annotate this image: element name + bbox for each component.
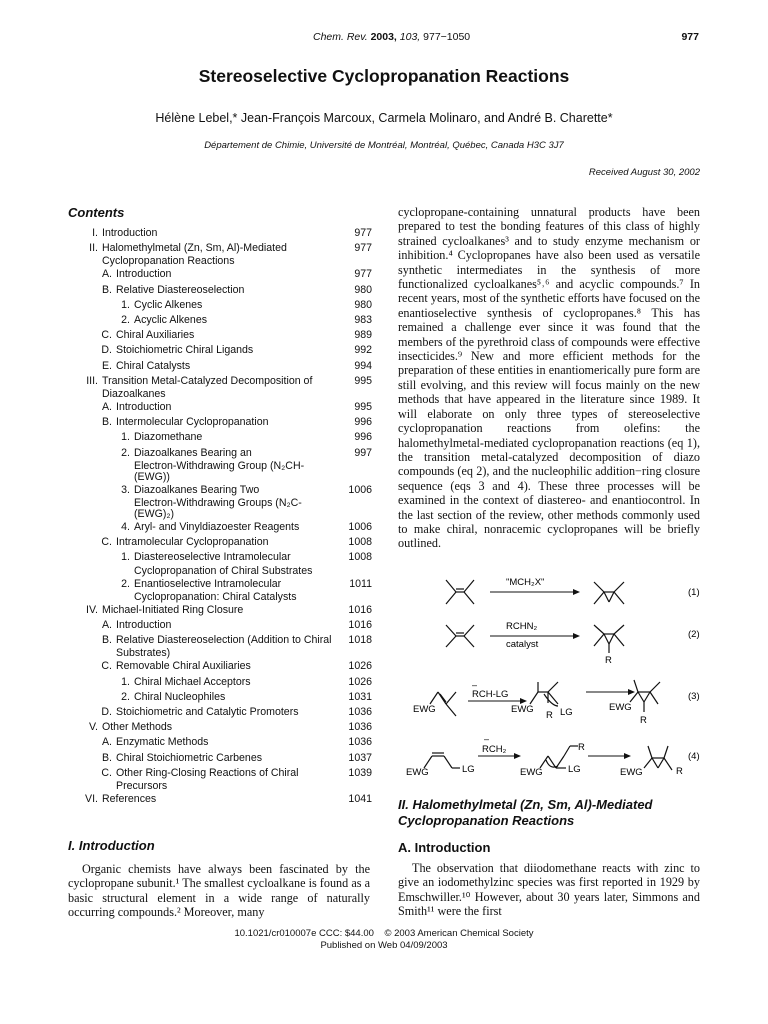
toc-item-text: Transition Metal-Catalyzed Decomposition of: [102, 374, 313, 387]
toc-item: [68, 374, 372, 400]
toc-item-page: 1026: [348, 660, 372, 673]
toc-item-label: [68, 520, 299, 535]
toc-item-text: Halomethylmetal (Zn, Sm, Al)-Mediated: [102, 242, 287, 255]
toc-item-text-continued: (EWG)₂): [134, 508, 175, 521]
eq4-ewg-end: EWG: [620, 767, 643, 778]
toc-item-label: [68, 241, 287, 267]
toc-item-text-continued: (EWG)): [134, 470, 170, 483]
cyclopropane-4: [644, 746, 672, 770]
toc-item-text-continued: Cyclopropanation: Chiral Catalysts: [134, 590, 297, 603]
toc-item-number: 4.: [121, 521, 130, 534]
toc-item-number: B.: [101, 751, 112, 764]
journal-year: 2003,: [370, 31, 397, 43]
eq3-r-end: R: [640, 715, 647, 726]
eq4-r-end: R: [676, 766, 683, 777]
toc-item-number: A.: [101, 619, 112, 632]
toc-item-label: [68, 720, 172, 735]
toc-item-page: 1016: [348, 603, 372, 616]
toc-item-number: B.: [101, 634, 112, 647]
toc-item-text: Diazoalkanes Bearing Two: [134, 483, 260, 496]
toc-item-number: C.: [101, 329, 112, 342]
toc-item-text-block: [112, 328, 194, 343]
toc-item-page: 1036: [348, 721, 372, 734]
toc-item-page: 996: [354, 431, 372, 444]
toc-item-text: References: [102, 793, 157, 806]
toc-item-text-block: [130, 313, 207, 328]
toc-item: [68, 446, 372, 483]
alkene-2: [446, 625, 474, 647]
toc-item: [68, 520, 372, 535]
toc-item-number: B.: [101, 283, 112, 296]
toc-item-label: [68, 675, 251, 690]
footer-doi: 10.1021/cr010007e CCC: $44.00 © 2003 American Chemical Society: [234, 928, 534, 939]
toc-item-label: [68, 603, 243, 618]
eq1-label: (1): [688, 587, 700, 598]
toc-item-label: [68, 618, 171, 633]
toc-item: [68, 415, 372, 430]
toc-item-page: 983: [354, 314, 372, 327]
toc-item-text: Chiral Stoichiometric Carbenes: [116, 751, 263, 764]
toc-item-text: Enzymatic Methods: [116, 736, 209, 749]
toc-item-text-block: [112, 735, 208, 750]
toc-item-label: [68, 298, 202, 313]
toc-item: [68, 550, 372, 576]
toc-item-text-block: [112, 705, 299, 720]
toc-item-page: 977: [354, 242, 372, 255]
toc-item-label: [68, 400, 171, 415]
arrowhead-4a: [514, 753, 521, 759]
journal-volume: 103,: [399, 31, 421, 43]
toc-item-text-continued: Electron-Withdrawing Groups (N₂C-: [134, 497, 302, 510]
toc-item: [68, 690, 372, 705]
toc-item-label: [68, 535, 269, 550]
eq4: [406, 734, 700, 778]
toc-item-text: Aryl- and Vinyldiazoester Reagents: [134, 521, 300, 534]
toc-item-text: Stoichiometric Chiral Ligands: [116, 344, 254, 357]
toc-item-label: [68, 415, 269, 430]
toc-item: [68, 359, 372, 374]
table-of-contents: [68, 226, 372, 807]
eq4-label: (4): [688, 751, 700, 762]
intermediate-3: [530, 682, 558, 706]
arrowhead-3b: [628, 689, 635, 695]
eq2: [446, 621, 700, 666]
toc-item-page: 995: [354, 401, 372, 414]
toc-item-page: 997: [354, 446, 372, 459]
toc-item-number: 1.: [121, 298, 130, 311]
toc-item-label: [68, 313, 207, 328]
toc-item: [68, 618, 372, 633]
toc-item: [68, 577, 372, 603]
toc-item-text-block: [130, 577, 297, 603]
cyclopropane-1: [594, 582, 624, 604]
eq2-catalyst: catalyst: [506, 639, 539, 650]
eq3-lg: LG: [560, 707, 573, 718]
toc-item-page: 995: [354, 374, 372, 387]
toc-item-number: 3.: [121, 483, 130, 496]
toc-item: [68, 298, 372, 313]
section-2a-heading: A. Introduction: [398, 840, 491, 855]
affiliation: Département de Chimie, Université de Montréal, Montréal, Québec, Canada H3C 3J7: [204, 140, 564, 151]
toc-item-number: 1.: [121, 551, 130, 564]
eq3-reagent: RCH-LG: [472, 689, 509, 700]
eq1: [446, 577, 700, 604]
toc-item-text: Intermolecular Cyclopropanation: [116, 416, 269, 429]
eq1-reagent: "MCH₂X": [506, 577, 545, 588]
toc-item: [68, 659, 372, 674]
toc-item-text-block: [130, 298, 202, 313]
toc-item: [68, 430, 372, 445]
toc-item-text-block: [130, 675, 251, 690]
toc-item-number: D.: [101, 344, 112, 357]
acceptor-4: [424, 753, 460, 768]
toc-item-text-block: [130, 446, 304, 483]
eq4-ewg-mid: EWG: [520, 767, 543, 778]
toc-item-number: A.: [101, 736, 112, 749]
toc-item-text: Diastereoselective Intramolecular: [134, 551, 291, 564]
toc-item-page: 1011: [349, 577, 372, 590]
toc-item-text: Other Methods: [102, 721, 173, 734]
toc-item-text: Relative Diastereoselection (Addition to Chiral: [116, 634, 332, 647]
toc-item-text: Introduction: [116, 268, 172, 281]
toc-item: [68, 603, 372, 618]
toc-item-text-block: [112, 343, 253, 358]
toc-item-text: Chiral Nucleophiles: [134, 690, 226, 703]
toc-item: [68, 766, 372, 792]
right-paragraph: cyclopropane-containing unnatural products have been prepared to test the bonding features of this class of highly strained cycloalkanes³ and to study enzyme mechanism or inhibition.⁴ Cyclopropanes have also been used as versatile synthetic intermediates in the synthesis of more functionalized cycloalkanes⁵˒⁶ and acyclic compounds.⁷ In recent years, most of the synthetic efforts have focused on the enantioselective synthesis of cyclopropanes.⁸ This has remained a challenge ever since it was found that the members of the pyrethroid class of compounds were effective insecticides.⁹ New and more efficient methods for the preparation of these entities in enantiomerically pure form are still evolving, and this review will focus mainly on the new methods that have appeared in the literature since 1989. It will elaborate on only three types of stereoselective cyclopropanation reactions from olefins: the halomethylmetal-mediated cyclopropanation reactions (eq 1), the transition metal-catalyzed decomposition of diazo compounds (eq 2), and the nucleophilic addition−ring closure sequence (eqs 3 and 4). These three processes will be examined in the context of diastereo- and enantiocontrol. In the last section of the review, other methods commonly used to make chiral, nonracemic cyclopropanes will be briefly outlined.: [398, 205, 700, 551]
toc-item-page: 1041: [348, 793, 372, 806]
toc-item-text: Intramolecular Cyclopropanation: [116, 536, 269, 549]
toc-item-page: 1006: [348, 521, 372, 534]
eq2-r: R: [605, 655, 612, 666]
cyclopropane-2: [594, 625, 624, 653]
toc-item-text-block: [112, 283, 244, 298]
section-2-heading: II. Halomethylmetal (Zn, Sm, Al)-Mediated Cyclopropanation Reactions: [398, 797, 653, 828]
toc-item-number: B.: [101, 416, 112, 429]
toc-item-number: 1.: [121, 431, 130, 444]
toc-item-text: Michael-Initiated Ring Closure: [102, 603, 244, 616]
article-title: Stereoselective Cyclopropanation Reactions: [198, 66, 570, 86]
toc-item-page: 992: [354, 344, 372, 357]
eq2-reagent: RCHN₂: [506, 621, 538, 632]
toc-item-text-continued: Diazoalkanes: [102, 388, 166, 401]
toc-item-text: Cyclic Alkenes: [134, 298, 203, 311]
toc-item-label: [68, 267, 171, 282]
toc-item-text: Introduction: [116, 401, 172, 414]
toc-item: [68, 241, 372, 267]
toc-item-number: 2.: [121, 314, 130, 327]
eq2-label: (2): [688, 629, 700, 640]
toc-item-number: III.: [86, 374, 98, 387]
intro-heading: I. Introduction: [68, 838, 155, 853]
toc-item-page: 1008: [348, 536, 372, 549]
toc-item-text: Diazomethane: [134, 431, 203, 444]
toc-item-text-block: [112, 400, 171, 415]
footer-published: Published on Web 04/09/2003: [320, 939, 448, 951]
eq3-r-mid: R: [546, 710, 553, 721]
eq4-minus: –: [484, 734, 490, 744]
eq3: [413, 680, 700, 726]
toc-item-text: Relative Diastereoselection: [116, 283, 245, 296]
toc-item-number: C.: [101, 660, 112, 673]
toc-item-text-block: [130, 483, 302, 520]
eq3-ewg-start: EWG: [413, 704, 436, 715]
toc-item-label: [68, 766, 299, 792]
toc-item-label: [68, 659, 251, 674]
toc-item-number: C.: [101, 536, 112, 549]
toc-item-label: [68, 735, 208, 750]
eq4-lg-mid: LG: [568, 764, 581, 775]
toc-item-text-block: [112, 415, 269, 430]
eq4-lg-start: LG: [462, 764, 475, 775]
toc-item-page: 977: [354, 268, 372, 281]
toc-item: [68, 328, 372, 343]
alkene-1: [446, 580, 474, 604]
toc-item-text-block: [130, 430, 202, 445]
toc-item-page: 1036: [348, 706, 372, 719]
toc-item: [68, 226, 372, 241]
arrowhead-4b: [624, 753, 631, 759]
toc-item-page: 1031: [348, 690, 372, 703]
toc-item-text: Chiral Michael Acceptors: [134, 675, 251, 688]
section-2a-paragraph: The observation that diiodomethane reacts with zinc to give an iodomethylzinc species was first reported in 1929 by Emschwiller.¹⁰ However, about 30 years later, Simmons and Smith¹¹ were the first: [398, 861, 700, 919]
toc-item-text: Removable Chiral Auxiliaries: [116, 660, 251, 673]
toc-item: [68, 720, 372, 735]
cyclopropane-3: [630, 680, 660, 712]
toc-item-text: Chiral Catalysts: [116, 359, 191, 372]
toc-item-number: A.: [101, 401, 112, 414]
toc-item-text-block: [112, 633, 332, 659]
toc-item-page: 1037: [348, 751, 372, 764]
toc-item-number: A.: [101, 268, 112, 281]
toc-item-label: [68, 343, 253, 358]
eq3-ewg-end: EWG: [609, 702, 632, 713]
toc-item-page: 977: [354, 227, 372, 239]
toc-item-page: 980: [354, 298, 372, 311]
toc-item-page: 1006: [348, 483, 372, 496]
toc-item: [68, 483, 372, 520]
toc-item-page: 1008: [348, 551, 372, 564]
toc-item-text-block: [98, 241, 287, 267]
toc-item-page: 994: [354, 359, 372, 372]
toc-item-text-block: [98, 720, 172, 735]
toc-item-text-continued: Cyclopropanation of Chiral Substrates: [134, 564, 313, 577]
toc-item: [68, 735, 372, 750]
toc-item-number: I.: [92, 227, 98, 239]
toc-item-number: 2.: [121, 690, 130, 703]
toc-item-number: IV.: [86, 603, 98, 616]
toc-item-label: [68, 359, 190, 374]
toc-item-text-block: [112, 766, 299, 792]
toc-item-text-block: [130, 520, 299, 535]
toc-item: [68, 792, 372, 807]
toc-item-page: 1018: [348, 634, 372, 647]
toc-item-text-block: [98, 792, 156, 807]
toc-item-text: Enantioselective Intramolecular: [134, 577, 282, 590]
toc-item-label: [68, 446, 304, 483]
toc-item-text: Introduction: [102, 227, 158, 239]
toc-item-label: [68, 430, 202, 445]
footer: [0, 928, 768, 951]
toc-item: [68, 633, 372, 659]
toc-item-text-block: [130, 690, 225, 705]
toc-item-text: Diazoalkanes Bearing an: [134, 446, 252, 459]
toc-item-label: [68, 705, 299, 720]
journal-citation: [313, 31, 470, 43]
eq3-label: (3): [688, 691, 700, 702]
toc-item-text-block: [98, 226, 157, 241]
toc-item-label: [68, 751, 262, 766]
toc-item-page: 1036: [348, 736, 372, 749]
toc-item-label: [68, 283, 244, 298]
eq4-ewg-start: EWG: [406, 767, 429, 778]
eq3-minus: –: [472, 680, 478, 690]
toc-item-text-continued: Substrates): [116, 647, 171, 660]
toc-item-page: 996: [354, 416, 372, 429]
toc-item-text-continued: Electron-Withdrawing Group (N₂CH-: [134, 459, 305, 472]
toc-item-label: [68, 792, 156, 807]
toc-item-page: 989: [354, 329, 372, 342]
toc-item-label: [68, 328, 194, 343]
toc-item-number: 2.: [121, 446, 130, 459]
arrowhead-2: [573, 633, 580, 639]
toc-item-text-continued: Cyclopropanation Reactions: [102, 255, 235, 268]
toc-item-label: [68, 483, 302, 520]
toc-item-number: D.: [101, 706, 112, 719]
toc-item: [68, 400, 372, 415]
toc-item-number: V.: [88, 721, 98, 734]
toc-item: [68, 267, 372, 282]
arrowhead-1: [573, 589, 580, 595]
toc-item: [68, 535, 372, 550]
toc-item-text-block: [112, 359, 190, 374]
toc-item: [68, 283, 372, 298]
toc-item-page: 1026: [348, 675, 372, 688]
received-date: Received August 30, 2002: [588, 167, 700, 178]
toc-item-label: [68, 690, 225, 705]
toc-item-text-block: [112, 618, 171, 633]
toc-item-page: 980: [354, 283, 372, 296]
toc-item-number: E.: [101, 359, 112, 372]
toc-item: [68, 705, 372, 720]
toc-item-number: VI.: [85, 793, 98, 806]
toc-item-text-block: [112, 535, 269, 550]
toc-item-label: [68, 633, 332, 659]
toc-item-label: [68, 374, 312, 400]
toc-item: [68, 675, 372, 690]
reaction-scheme: [398, 570, 718, 792]
toc-item-text-block: [112, 751, 262, 766]
toc-item-text-block: [98, 603, 243, 618]
toc-item-text-block: [130, 550, 312, 576]
toc-item-label: [68, 226, 157, 241]
toc-item-number: 1.: [121, 675, 130, 688]
toc-item: [68, 343, 372, 358]
journal-name: Chem. Rev.: [313, 31, 368, 43]
authors: Hélène Lebel,* Jean-François Marcoux, Carmela Molinaro, and André B. Charette*: [155, 111, 613, 125]
page-number: 977: [681, 31, 699, 43]
toc-item-text: Other Ring-Closing Reactions of Chiral: [116, 766, 299, 779]
eq3-ewg-mid: EWG: [511, 704, 534, 715]
toc-item-text-block: [112, 267, 171, 282]
eq4-r-mid: R: [578, 742, 585, 753]
toc-item-text-block: [112, 659, 251, 674]
toc-item-text-block: [98, 374, 312, 400]
toc-item-text: Introduction: [116, 619, 172, 632]
eq4-reagent: RCH₂: [482, 744, 507, 755]
toc-item-page: 1039: [348, 766, 372, 779]
toc-item-text: Stoichiometric and Catalytic Promoters: [116, 706, 299, 719]
toc-item-text: Acyclic Alkenes: [134, 314, 208, 327]
toc-item-label: [68, 550, 312, 576]
contents-heading: Contents: [68, 205, 125, 220]
toc-item-number: 2.: [121, 577, 130, 590]
journal-pages: 977−1050: [423, 31, 471, 43]
toc-item-number: C.: [101, 766, 112, 779]
toc-item-text-continued: Precursors: [116, 780, 168, 793]
toc-item-text: Chiral Auxiliaries: [116, 329, 195, 342]
intro-paragraph: Organic chemists have always been fascinated by the cyclopropane subunit.¹ The smallest cycloalkane is found as a basic structural element in a wide range of naturally occurring compounds.² Moreover, many: [68, 862, 370, 920]
toc-item: [68, 313, 372, 328]
toc-item-label: [68, 577, 297, 603]
toc-item: [68, 751, 372, 766]
toc-item-page: 1016: [348, 619, 372, 632]
toc-item-number: II.: [89, 242, 98, 255]
